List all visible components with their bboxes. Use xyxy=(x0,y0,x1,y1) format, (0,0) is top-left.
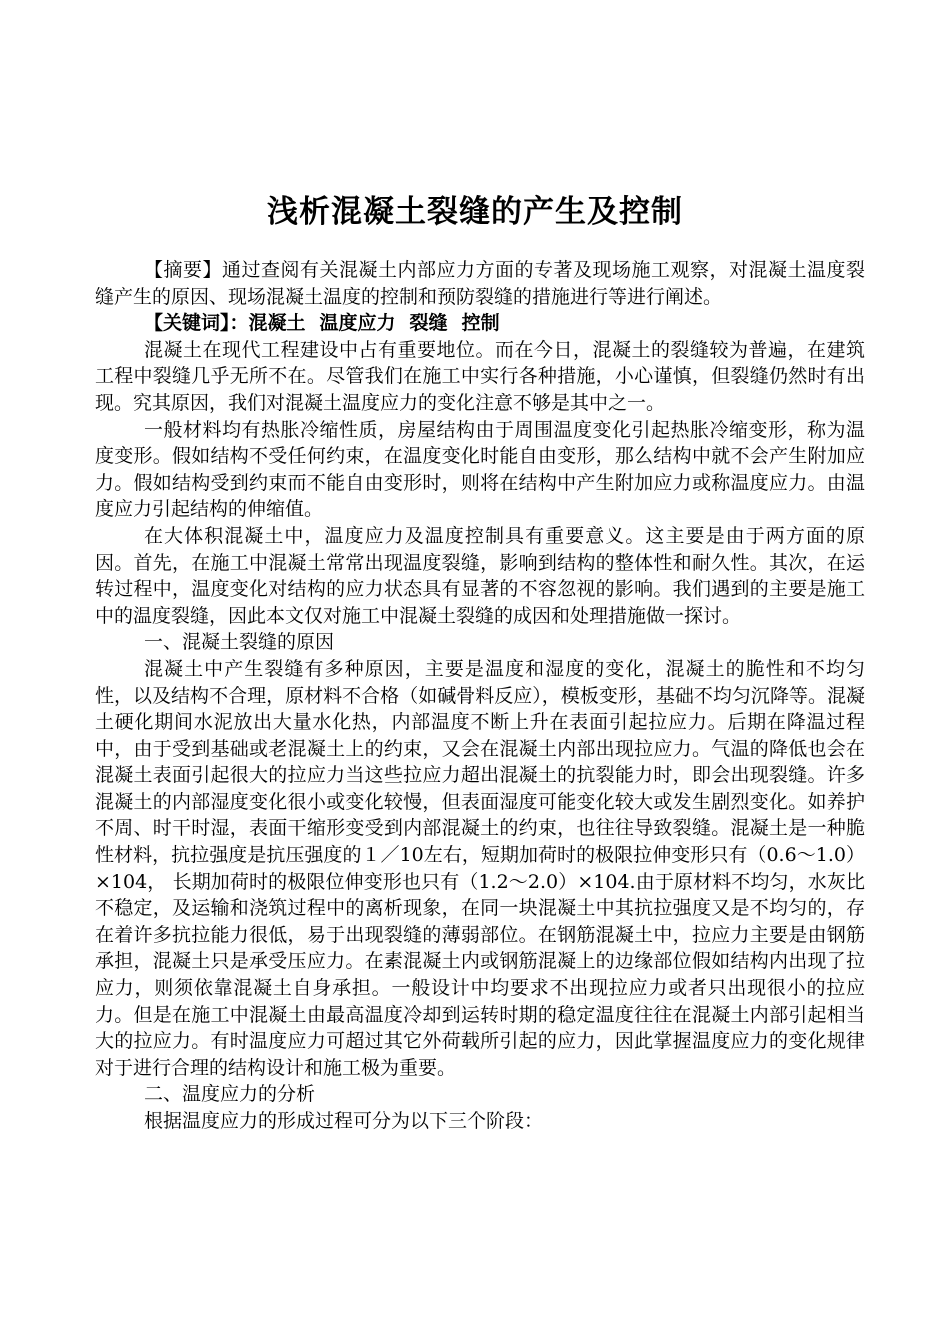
abstract-paragraph: 【摘要】通过查阅有关混凝土内部应力方面的专著及现场施工观察，对混凝土温度裂缝产生的原因、现场混凝土温度的控制和预防裂缝的措施进行等进行阐述。 xyxy=(95,259,865,308)
section-heading: 二、温度应力的分析 xyxy=(144,1083,316,1106)
keyword: 控制 xyxy=(461,312,500,335)
body-paragraph: 一般材料均有热胀冷缩性质，房屋结构由于周围温度变化引起热胀冷缩变形，称为温度变形。假如结构不受任何约束，在温度变化时能自由变形，那么结构中就不会产生附加应力。假如结构受到约束而不能自由变形时，则将在结构中产生附加应力或称温度应力。由温度应力引起结构的伸缩值。 xyxy=(95,418,865,521)
keyword: 混凝土 xyxy=(248,312,306,335)
document-title: 浅析混凝土裂缝的产生及控制 xyxy=(267,194,683,230)
keywords-line xyxy=(95,310,865,337)
body-paragraph: 在大体积混凝土中，温度应力及温度控制具有重要意义。这主要是由于两方面的原因。首先，在施工中混凝土常常出现温度裂缝，影响到结构的整体性和耐久性。其次，在运转过程中，温度变化对结构的应力状态具有显著的不容忽视的影响。我们遇到的主要是施工中的温度裂缝，因此本文仅对施工中混凝土裂缝的成因和处理措施做一探讨。 xyxy=(95,524,865,627)
body-paragraph: 混凝土在现代工程建设中占有重要地位。而在今日，混凝土的裂缝较为普遍，在建筑工程中裂缝几乎无所不在。尽管我们在施工中实行各种措施，小心谨慎，但裂缝仍然时有出现。究其原因，我们对混凝土温度应力的变化注意不够是其中之一。 xyxy=(95,338,865,414)
body-paragraph: 根据温度应力的形成过程可分为以下三个阶段： xyxy=(144,1110,544,1132)
keyword: 温度应力 xyxy=(319,312,396,335)
document-body xyxy=(95,257,865,1135)
keywords-label: 【关键词】： xyxy=(144,312,249,335)
keyword: 裂缝 xyxy=(409,312,448,335)
body-paragraph: 混凝土中产生裂缝有多种原因，主要是温度和湿度的变化，混凝土的脆性和不均匀性，以及结构不合理，原材料不合格（如碱骨料反应），模板变形，基础不均匀沉降等。混凝土硬化期间水泥放出大量水化热，内部温度不断上升在表面引起拉应力。后期在降温过程中，由于受到基础或老混凝土上的约束，又会在混凝土内部出现拉应力。气温的降低也会在混凝土表面引起很大的拉应力当这些拉应力超出混凝土的抗裂能力时，即会出现裂缝。许多混凝土的内部湿度变化很小或变化较慢，但表面湿度可能变化较大或发生剧烈变化。如养护不周、时干时湿，表面干缩形变受到内部混凝土的约束，也往往导致裂缝。混凝土是一种脆性材料，抗拉强度是抗压强度的１／10左右，短期加荷时的极限拉伸变形只有（0.6～1.0）×104， 长期加荷时的极限位伸变形也只有（1.2～2.0）×104.由于原材料不均匀，水灰比不稳定，及运输和浇筑过程中的离析现象，在同一块混凝土中其抗拉强度又是不均匀的，存在着许多抗拉能力很低，易于出现裂缝的薄弱部位。在钢筋混凝土中，拉应力主要是由钢筋承担，混凝土只是承受压应力。在素混凝土内或钢筋混凝上的边缘部位假如结构内出现了拉应力，则须依靠混凝土自身承担。一般设计中均要求不出现拉应力或者只出现很小的拉应力。但是在施工中混凝土由最高温度冷却到运转时期的稳定温度往往在混凝土内部引起相当大的拉应力。有时温度应力可超过其它外荷载所引起的应力，因此掌握温度应力的变化规律对于进行合理的结构设计和施工极为重要。 xyxy=(95,657,865,1079)
section-heading: 一、混凝土裂缝的原因 xyxy=(144,631,335,654)
